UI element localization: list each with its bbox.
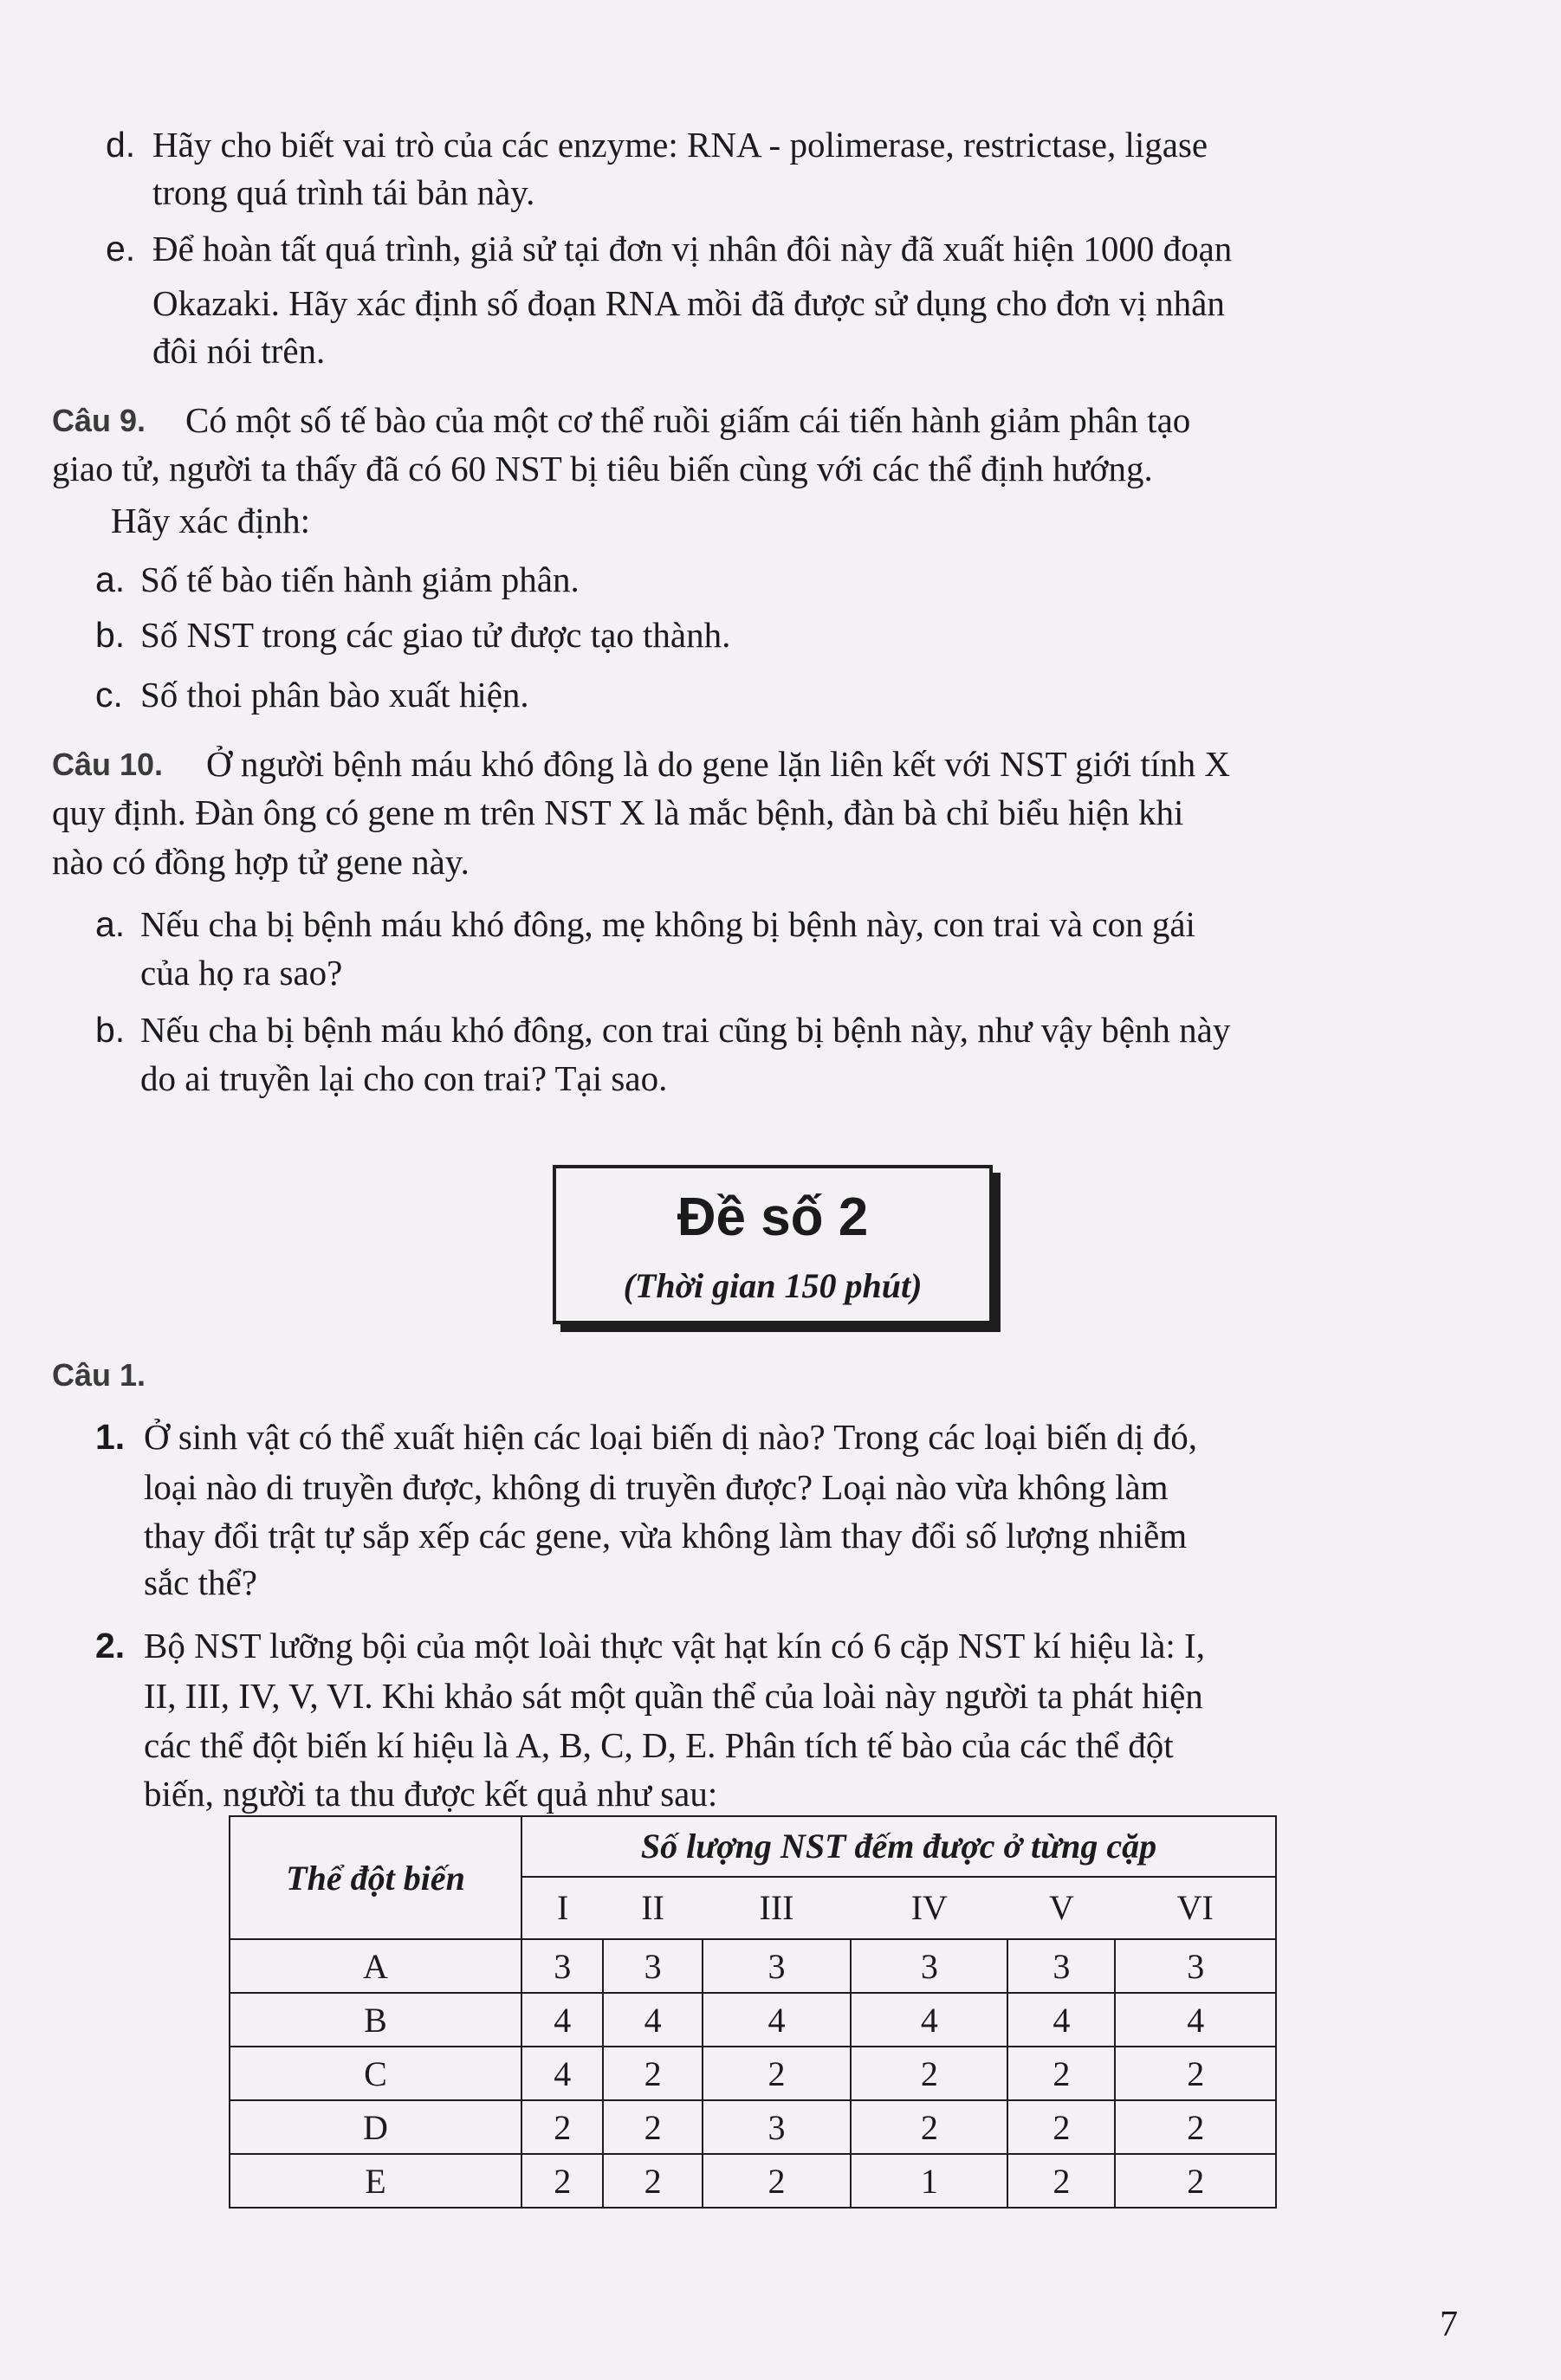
- table-cell: 2: [1115, 2154, 1276, 2208]
- question-1-2-line1: Bộ NST lưỡng bội của một loài thực vật hạt kín có 6 cặp NST kí hiệu là: I,: [144, 1626, 1205, 1665]
- question-10-label: Câu 10.: [52, 747, 164, 782]
- question-10-line1: Ở người bệnh máu khó đông là do gene lặn liên kết với NST giới tính X: [206, 744, 1230, 784]
- table-cell: 4: [521, 2047, 603, 2100]
- table-row: [230, 2047, 1276, 2100]
- table-cell: 2: [851, 2100, 1007, 2154]
- item-e-line1: Để hoàn tất quá trình, giả sử tại đơn vị nhân đôi này đã xuất hiện 1000 đoạn: [152, 229, 1233, 268]
- row-name: B: [230, 1993, 521, 2047]
- table-cell: 2: [1007, 2047, 1115, 2100]
- table-row: [230, 2100, 1276, 2154]
- question-1-2-label: 2.: [95, 1626, 126, 1665]
- question-1-2-line4: biến, người ta thu được kết quả như sau:: [144, 1774, 718, 1814]
- table-cell: 2: [1007, 2154, 1115, 2208]
- table-cell: 3: [851, 1939, 1007, 1993]
- table-cell: 2: [521, 2154, 603, 2208]
- exam-time: (Thời gian 150 phút): [623, 1266, 923, 1305]
- item-d-line1: Hãy cho biết vai trò của các enzyme: RNA - polimerase, restrictase, ligase: [152, 125, 1208, 165]
- table-cell: 1: [851, 2154, 1007, 2208]
- table-cell: 2: [603, 2154, 702, 2208]
- question-9b-label: b.: [95, 615, 126, 655]
- row-name: E: [230, 2154, 521, 2208]
- question-9-line1: Có một số tế bào của một cơ thể ruồi giấm cái tiến hành giảm phân tạo: [185, 400, 1191, 440]
- question-10a-label: a.: [95, 904, 126, 944]
- question-10b-label: b.: [95, 1010, 126, 1050]
- table-cell: 2: [521, 2100, 603, 2154]
- page-number: 7: [1440, 2305, 1458, 2344]
- item-d-label: d.: [106, 125, 136, 165]
- table-cell: 4: [703, 1993, 852, 2047]
- table-cell: 4: [1115, 1993, 1276, 2047]
- question-1-2-line3: các thể đột biến kí hiệu là A, B, C, D, E. Phân tích tế bào của các thể đột: [144, 1725, 1174, 1765]
- column-header: V: [1007, 1877, 1115, 1939]
- question-9c-text: Số thoi phân bào xuất hiện.: [140, 675, 529, 715]
- table-cell: 3: [703, 2100, 852, 2154]
- table-cell: 4: [851, 1993, 1007, 2047]
- column-header: III: [703, 1877, 852, 1939]
- question-1-1-line4: sắc thể?: [144, 1562, 257, 1602]
- table-cell: 2: [603, 2047, 702, 2100]
- header-nst-count: Số lượng NST đếm được ở từng cặp: [521, 1816, 1276, 1877]
- question-10a-line1: Nếu cha bị bệnh máu khó đông, mẹ không bị bệnh này, con trai và con gái: [140, 904, 1195, 944]
- question-9-prompt: Hãy xác định:: [111, 501, 310, 540]
- exam-title-box: [553, 1165, 993, 1324]
- table-cell: 2: [603, 2100, 702, 2154]
- item-d-line2: trong quá trình tái bản này.: [152, 172, 535, 212]
- column-header: IV: [851, 1877, 1007, 1939]
- question-1-1-line3: thay đổi trật tự sắp xếp các gene, vừa không làm thay đổi số lượng nhiễm: [144, 1516, 1188, 1555]
- question-1-1-line2: loại nào di truyền được, không di truyền được? Loại nào vừa không làm: [144, 1467, 1169, 1507]
- table-cell: 4: [1007, 1993, 1115, 2047]
- item-e-label: e.: [106, 229, 136, 268]
- table-cell: 3: [703, 1939, 852, 1993]
- column-header: VI: [1115, 1877, 1276, 1939]
- row-name: D: [230, 2100, 521, 2154]
- column-header: I: [521, 1877, 603, 1939]
- table-cell: 4: [521, 1993, 603, 2047]
- question-1-1-label: 1.: [95, 1417, 126, 1457]
- table-row: [230, 1939, 1276, 1993]
- question-10-line2: quy định. Đàn ông có gene m trên NST X là mắc bệnh, đàn bà chỉ biểu hiện khi: [52, 792, 1184, 832]
- question-9a-text: Số tế bào tiến hành giảm phân.: [140, 559, 580, 599]
- table-cell: 2: [1007, 2100, 1115, 2154]
- table-cell: 2: [1115, 2100, 1276, 2154]
- table-row: [230, 1993, 1276, 2047]
- table-cell: 2: [851, 2047, 1007, 2100]
- item-e-line3: đôi nói trên.: [152, 331, 326, 371]
- question-9-label: Câu 9.: [52, 403, 146, 438]
- question-9-line2: giao tử, người ta thấy đã có 60 NST bị tiêu biến cùng với các thể định hướng.: [52, 449, 1153, 488]
- table-cell: 2: [1115, 2047, 1276, 2100]
- question-10b-line2: do ai truyền lại cho con trai? Tại sao.: [140, 1058, 668, 1098]
- question-10-line3: nào có đồng hợp tử gene này.: [52, 842, 470, 882]
- question-1-2-line2: II, III, IV, V, VI. Khi khảo sát một quần thể của loài này người ta phát hiện: [144, 1676, 1203, 1716]
- question-10a-line2: của họ ra sao?: [140, 953, 343, 993]
- question-9b-text: Số NST trong các giao tử được tạo thành.: [140, 615, 731, 655]
- table-cell: 4: [603, 1993, 702, 2047]
- table-cell: 3: [1115, 1939, 1276, 1993]
- item-e-line2: Okazaki. Hãy xác định số đoạn RNA mồi đã được sử dụng cho đơn vị nhân: [152, 283, 1225, 323]
- question-1-1-line1: Ở sinh vật có thể xuất hiện các loại biến dị nào? Trong các loại biến dị đó,: [144, 1417, 1198, 1457]
- exam-title: Đề số 2: [677, 1187, 869, 1247]
- row-name: C: [230, 2047, 521, 2100]
- table-cell: 3: [521, 1939, 603, 1993]
- question-1-label: Câu 1.: [52, 1357, 146, 1393]
- table-row: [230, 2154, 1276, 2208]
- row-name: A: [230, 1939, 521, 1993]
- header-mutant: Thể đột biến: [230, 1816, 521, 1939]
- question-9c-label: c.: [95, 675, 123, 715]
- question-9a-label: a.: [95, 559, 126, 599]
- table-cell: 3: [1007, 1939, 1115, 1993]
- column-header: II: [603, 1877, 702, 1939]
- table-cell: 2: [703, 2047, 852, 2100]
- table-cell: 3: [603, 1939, 702, 1993]
- table-cell: 2: [703, 2154, 852, 2208]
- table-header-row: [230, 1816, 1276, 1877]
- question-10b-line1: Nếu cha bị bệnh máu khó đông, con trai cũng bị bệnh này, như vậy bệnh này: [140, 1010, 1231, 1050]
- nst-count-table: [229, 1815, 1277, 2209]
